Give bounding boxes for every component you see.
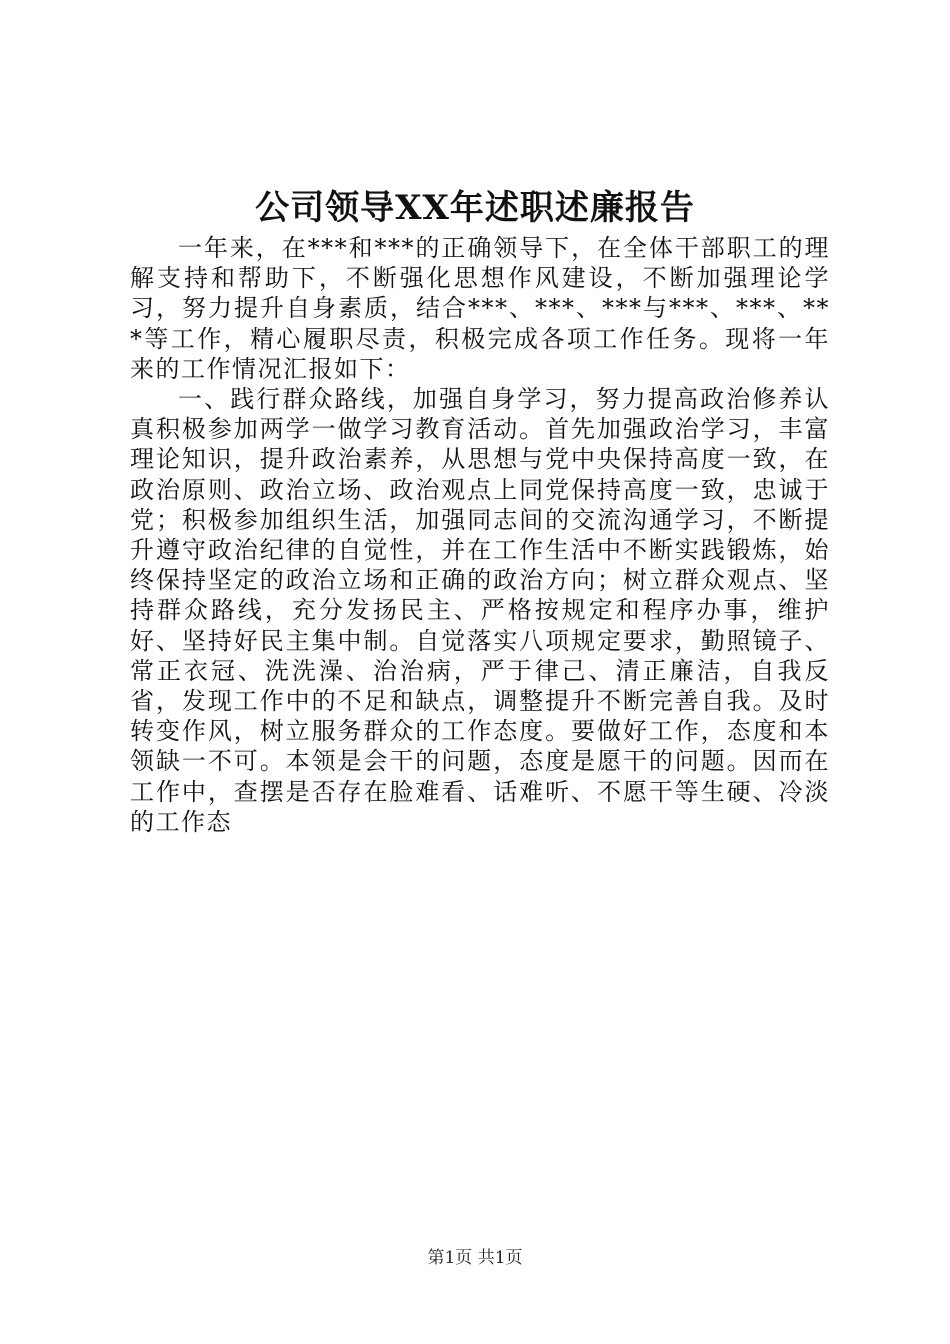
document-body — [130, 233, 830, 837]
body-paragraph: 一、践行群众路线，加强自身学习，努力提高政治修养认真积极参加两学一做学习教育活动。首先加强政治学习，丰富理论知识，提升政治素养，从思想与党中央保持高度一致，在政治原则、政治立场、政治观点上同党保持高度一致，忠诚于党；积极参加组织生活，加强同志间的交流沟通学习，不断提升遵守政治纪律的自觉性，并在工作生活中不断实践锻炼，始终保持坚定的政治立场和正确的政治方向；树立群众观点、坚持群众路线，充分发扬民主、严格按规定和程序办事，维护好、坚持好民主集中制。自觉落实八项规定要求，勤照镜子、常正衣冠、洗洗澡、治治病，严于律己、清正廉洁，自我反省，发现工作中的不足和缺点，调整提升不断完善自我。及时转变作风，树立服务群众的工作态度。要做好工作，态度和本领缺一不可。本领是会干的问题，态度是愿干的问题。因而在工作中，查摆是否存在脸难看、话难听、不愿干等生硬、冷淡的工作态 — [130, 385, 830, 836]
document-title: 公司领导XX年述职述廉报告 — [255, 188, 695, 228]
page-number-footer: 第1页 共1页 — [427, 1248, 523, 1268]
body-paragraph: 一年来，在***和***的正确领导下，在全体干部职工的理解支持和帮助下，不断强化思想作风建设，不断加强理论学习，努力提升自身素质，结合***、***、***与***、***、***等工作，精心履职尽责，积极完成各项工作任务。现将一年来的工作情况汇报如下： — [130, 234, 830, 383]
